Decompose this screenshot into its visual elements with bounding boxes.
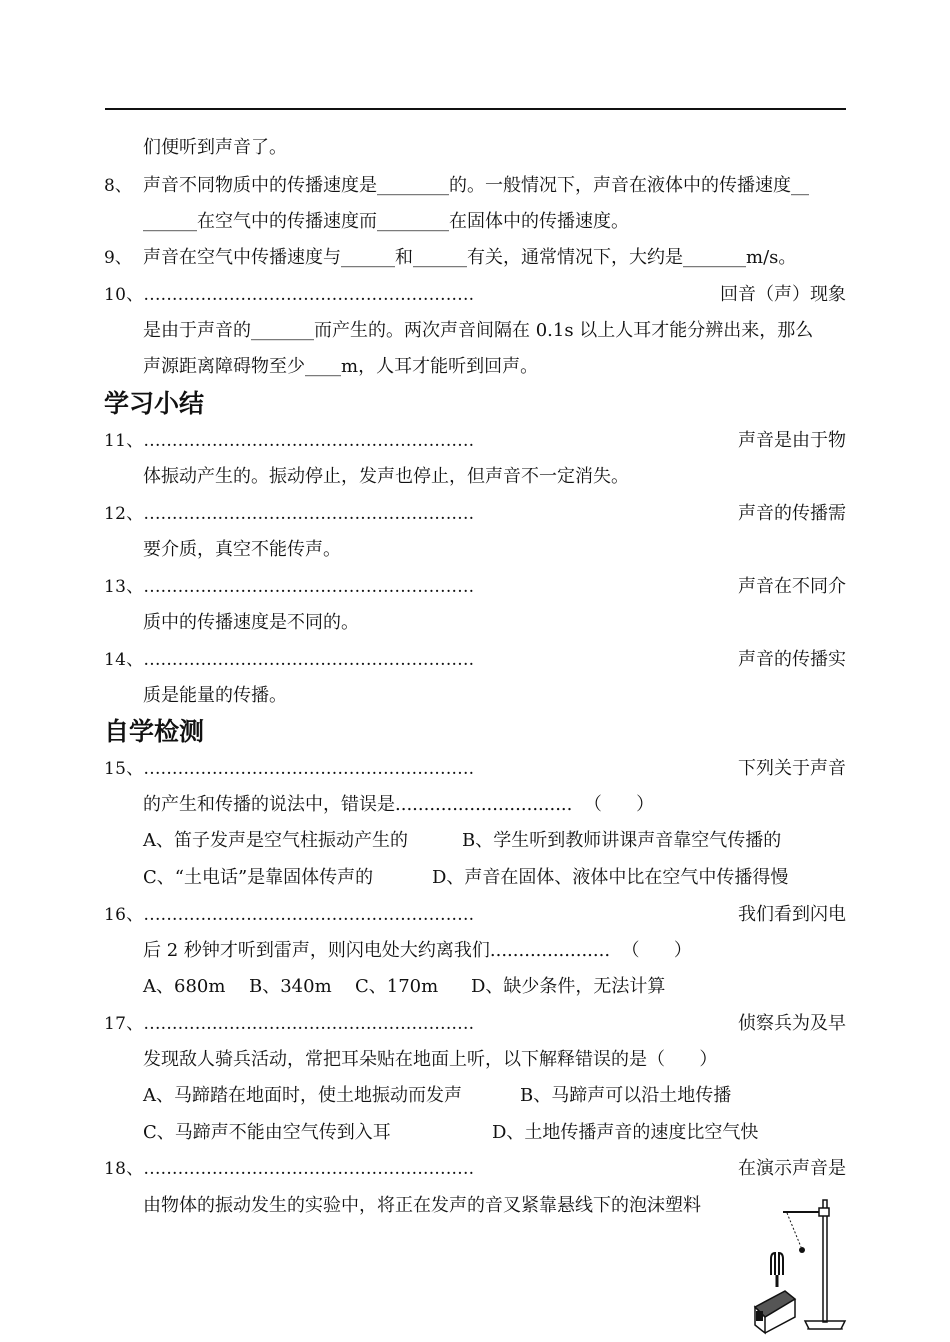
q12-tail: 声音的传播需 bbox=[738, 503, 846, 524]
q17-option-a: A、马蹄踏在地面时，使土地振动而发声 bbox=[143, 1085, 462, 1106]
q16-option-b: B、340m bbox=[249, 976, 332, 997]
tuning-fork-apparatus-figure bbox=[745, 1195, 855, 1335]
q16-option-c: C、170m bbox=[355, 976, 439, 997]
section-heading-self-test: 自学检测 bbox=[104, 717, 205, 746]
q10-leader: 10、.......................................................... bbox=[104, 285, 475, 305]
q17-line-2: 发现敌人骑兵活动，常把耳朵贴在地面上听，以下解释错误的是（ ） bbox=[143, 1049, 718, 1070]
section-heading-summary: 学习小结 bbox=[104, 389, 205, 418]
q7-continuation: 们便听到声音了。 bbox=[143, 137, 287, 158]
q11-line-2: 体振动产生的。振动停止，发声也停止，但声音不一定消失。 bbox=[143, 466, 629, 487]
q13-tail: 声音在不同介 bbox=[738, 576, 846, 597]
q12-line-2: 要介质，真空不能传声。 bbox=[143, 539, 341, 560]
q15-option-d: D、声音在固体、液体中比在空气中传播得慢 bbox=[432, 867, 789, 888]
q15-option-c: C、“土电话”是靠固体传声的 bbox=[143, 867, 374, 888]
q15-tail: 下列关于声音 bbox=[738, 758, 846, 779]
q17-leader: 17、.......................................................... bbox=[104, 1014, 475, 1034]
q11-tail: 声音是由于物 bbox=[738, 430, 846, 451]
q13-leader: 13、.......................................................... bbox=[104, 577, 475, 597]
q14-tail: 声音的传播实 bbox=[738, 649, 846, 670]
q15-line-2: 的产生和传播的说法中，错误是............................... （ ） bbox=[143, 794, 655, 815]
q17-option-d: D、土地传播声音的速度比空气快 bbox=[492, 1122, 759, 1143]
q16-leader: 16、.......................................................... bbox=[104, 905, 475, 925]
q15-option-a: A、笛子发声是空气柱振动产生的 bbox=[143, 830, 408, 851]
q18-line-2: 由物体的振动发生的实验中，将正在发声的音叉紧靠悬线下的泡沫塑料 bbox=[143, 1195, 701, 1216]
q14-leader: 14、.......................................................... bbox=[104, 650, 475, 670]
q11-leader: 11、.......................................................... bbox=[104, 431, 475, 451]
q12-leader: 12、.......................................................... bbox=[104, 504, 475, 524]
q8-number: 8、 bbox=[104, 176, 132, 196]
q16-line-2: 后 2 秒钟才听到雷声，则闪电处大约离我们..................... （ ） bbox=[143, 940, 692, 961]
q16-option-d: D、缺少条件，无法计算 bbox=[471, 976, 666, 997]
q15-option-b: B、学生听到教师讲课声音靠空气传播的 bbox=[462, 830, 782, 851]
q8-line-2: ______在空气中的传播速度而________在固体中的传播速度。 bbox=[143, 211, 629, 232]
q16-option-a: A、680m bbox=[143, 976, 226, 997]
q9-line-1: 声音在空气中传播速度与______和______有关，通常情况下，大约是_______m/s。 bbox=[143, 247, 797, 268]
header-rule bbox=[105, 108, 846, 110]
q18-leader: 18、.......................................................... bbox=[104, 1159, 475, 1179]
q17-option-b: B、马蹄声可以沿土地传播 bbox=[520, 1085, 732, 1106]
q17-tail: 侦察兵为及早 bbox=[738, 1013, 846, 1034]
q10-line-2: 是由于声音的_______而产生的。两次声音间隔在 0.1s 以上人耳才能分辨出来，那么 bbox=[143, 320, 814, 341]
q16-tail: 我们看到闪电 bbox=[738, 904, 846, 925]
q10-tail: 回音（声）现象 bbox=[720, 284, 846, 305]
q18-tail: 在演示声音是 bbox=[738, 1158, 846, 1179]
q15-leader: 15、.......................................................... bbox=[104, 759, 475, 779]
q17-option-c: C、马蹄声不能由空气传到入耳 bbox=[143, 1122, 391, 1143]
q10-line-3: 声源距离障碍物至少____m，人耳才能听到回声。 bbox=[143, 356, 539, 377]
q8-line-1: 声音不同物质中的传播速度是________的。一般情况下，声音在液体中的传播速度__ bbox=[143, 175, 809, 196]
q14-line-2: 质是能量的传播。 bbox=[143, 685, 287, 706]
q9-number: 9、 bbox=[104, 248, 132, 268]
q13-line-2: 质中的传播速度是不同的。 bbox=[143, 612, 359, 633]
